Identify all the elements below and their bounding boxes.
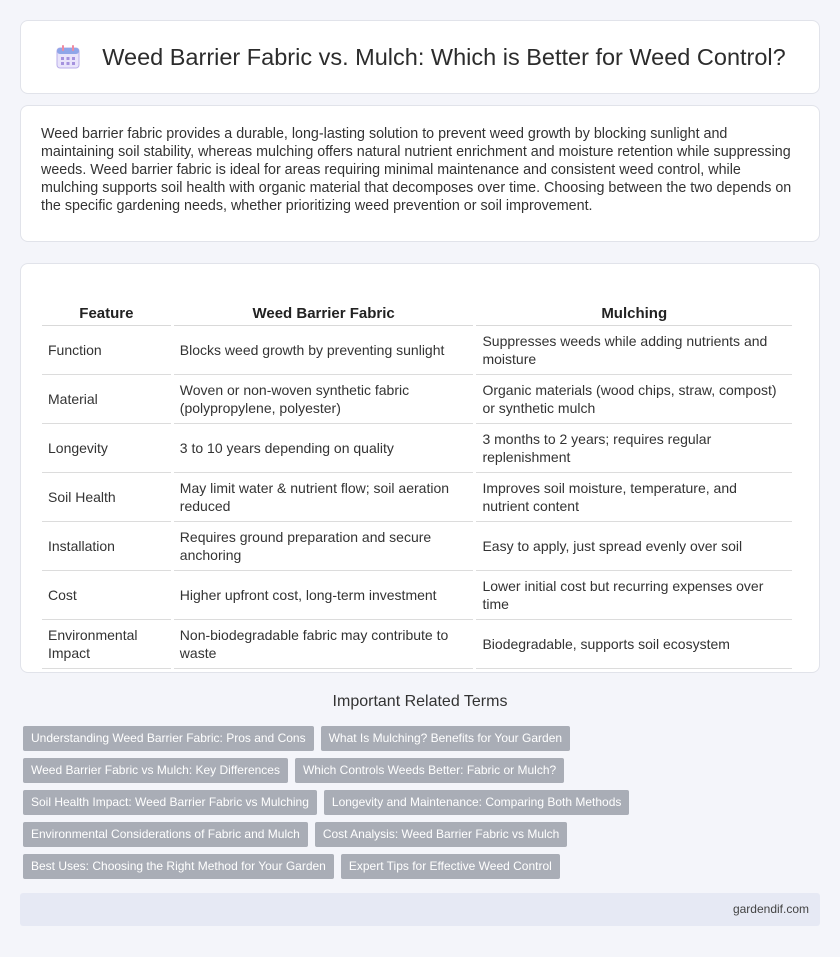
row-fabric: Requires ground preparation and secure anchoring <box>174 522 474 571</box>
table-row <box>42 522 792 571</box>
comparison-table <box>39 284 795 669</box>
row-fabric: Higher upfront cost, long-term investment <box>174 571 474 620</box>
row-fabric: Blocks weed growth by preventing sunlight <box>174 326 474 375</box>
header-feature: Feature <box>42 284 171 326</box>
related-term-tag[interactable]: Weed Barrier Fabric vs Mulch: Key Differences <box>23 758 288 783</box>
row-feature: Function <box>42 326 171 375</box>
row-fabric: Non-biodegradable fabric may contribute to waste <box>174 620 474 669</box>
table-row <box>42 375 792 424</box>
table-row <box>42 571 792 620</box>
table-row <box>42 424 792 473</box>
row-mulching: Improves soil moisture, temperature, and nutrient content <box>476 473 792 522</box>
table-row <box>42 326 792 375</box>
row-mulching: Organic materials (wood chips, straw, compost) or synthetic mulch <box>476 375 792 424</box>
footer <box>20 893 820 926</box>
row-feature: Longevity <box>42 424 171 473</box>
row-feature: Installation <box>42 522 171 571</box>
related-term-tag[interactable]: Longevity and Maintenance: Comparing Both Methods <box>324 790 630 815</box>
table-row <box>42 620 792 669</box>
header-fabric: Weed Barrier Fabric <box>174 284 474 326</box>
row-mulching: Biodegradable, supports soil ecosystem <box>476 620 792 669</box>
row-mulching: Lower initial cost but recurring expenses over time <box>476 571 792 620</box>
related-term-tag[interactable]: Best Uses: Choosing the Right Method for Your Garden <box>23 854 334 879</box>
header-mulching: Mulching <box>476 284 792 326</box>
header-card <box>20 20 820 94</box>
related-term-tag[interactable]: Environmental Considerations of Fabric and Mulch <box>23 822 308 847</box>
related-term-tag[interactable]: Which Controls Weeds Better: Fabric or Mulch? <box>295 758 564 783</box>
row-feature: Soil Health <box>42 473 171 522</box>
intro-card <box>20 105 820 242</box>
related-terms-title: Important Related Terms <box>332 693 508 710</box>
row-feature: Environmental Impact <box>42 620 171 669</box>
related-term-tag[interactable]: Understanding Weed Barrier Fabric: Pros and Cons <box>23 726 314 751</box>
table-row <box>42 473 792 522</box>
row-feature: Cost <box>42 571 171 620</box>
row-fabric: 3 to 10 years depending on quality <box>174 424 474 473</box>
calendar-icon <box>54 43 82 71</box>
row-mulching: 3 months to 2 years; requires regular replenishment <box>476 424 792 473</box>
related-term-tag[interactable]: Cost Analysis: Weed Barrier Fabric vs Mulch <box>315 822 568 847</box>
intro-paragraph: Weed barrier fabric provides a durable, long-lasting solution to prevent weed growth by blocking sunlight and maintaining soil stability, whereas mulching offers natural nutrient enrichment and moisture retention while suppressing weeds. Weed barrier fabric is ideal for areas requiring minimal maintenance and consistent weed control, while mulching supports soil health with organic material that decomposes over time. Choosing between the two depends on the specific gardening needs, whether prioritizing weed prevention or soil improvement. <box>41 126 792 214</box>
related-terms-list <box>23 726 823 886</box>
row-fabric: May limit water & nutrient flow; soil aeration reduced <box>174 473 474 522</box>
row-feature: Material <box>42 375 171 424</box>
related-term-tag[interactable]: What Is Mulching? Benefits for Your Garden <box>321 726 570 751</box>
related-term-tag[interactable]: Soil Health Impact: Weed Barrier Fabric vs Mulching <box>23 790 317 815</box>
row-mulching: Easy to apply, just spread evenly over soil <box>476 522 792 571</box>
table-header-row <box>42 284 792 326</box>
comparison-table-card <box>20 263 820 673</box>
row-fabric: Woven or non-woven synthetic fabric (polypropylene, polyester) <box>174 375 474 424</box>
related-term-tag[interactable]: Expert Tips for Effective Weed Control <box>341 854 560 879</box>
row-mulching: Suppresses weeds while adding nutrients and moisture <box>476 326 792 375</box>
footer-site-link[interactable]: gardendif.com <box>732 902 809 916</box>
page-title: Weed Barrier Fabric vs. Mulch: Which is Better for Weed Control? <box>102 43 786 70</box>
